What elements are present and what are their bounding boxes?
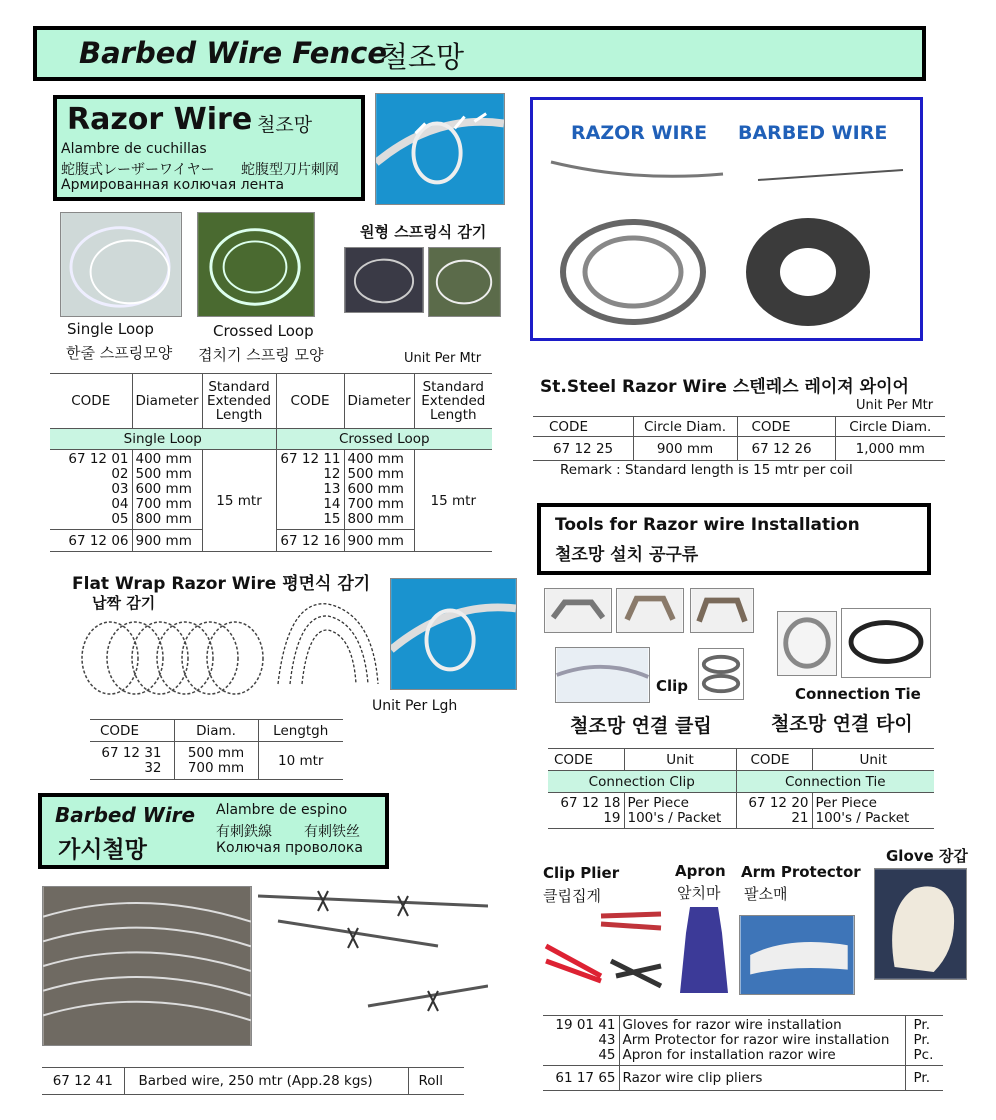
clip-caption-korean: 철조망 연결 클립 — [570, 715, 712, 737]
apron-photo — [676, 903, 732, 995]
apron-caption-korean: 앞치마 — [677, 884, 721, 902]
tie-photo-2 — [841, 608, 931, 678]
clip-wire-photo — [555, 647, 650, 703]
ststeel-remark: Remark : Standard length is 15 mtr per coil — [560, 462, 853, 478]
crossed-loop-caption: Crossed Loop — [213, 322, 314, 340]
ststeel-col-circle: Circle Diam. — [633, 417, 737, 437]
clip-photo-1 — [544, 588, 612, 633]
code-45: 45 — [598, 1047, 616, 1063]
flat-wrap-coil-diagram — [268, 594, 383, 694]
code-04: 04 — [111, 496, 129, 512]
page-title-korean: 철조망 — [380, 40, 465, 74]
barbed-description: Barbed wire, 250 mtr (App.28 kgs) — [124, 1068, 408, 1095]
clip-plier-caption-korean: 클립집게 — [543, 887, 601, 905]
clip-ring-photo — [698, 648, 744, 700]
apron-caption: Apron — [675, 862, 726, 880]
tools-col-code-2: CODE — [736, 749, 812, 771]
crossed-loop-photo — [197, 212, 315, 317]
single-loop-photo — [60, 212, 182, 317]
col-code: CODE — [50, 374, 132, 429]
comparison-panel — [530, 97, 923, 341]
diam-900-b: 900 mm — [344, 530, 414, 552]
ststeel-col-circle-2: Circle Diam. — [835, 417, 945, 437]
crossed-codes — [276, 450, 344, 530]
code-671220: 67 12 20 — [748, 794, 809, 811]
desc-clip-pliers: Razor wire clip pliers — [619, 1066, 905, 1091]
razor-closeup-photo — [375, 93, 505, 205]
barbed-wire-label: BARBED WIRE — [738, 122, 888, 144]
group-connection-clip: Connection Clip — [548, 771, 736, 793]
unit-pc: Pc. — [913, 1047, 934, 1063]
diam-600: 600 mm — [135, 481, 192, 497]
diam-500: 500 mm — [135, 466, 192, 482]
col-length-line3: Length — [215, 407, 263, 423]
flat-codes — [90, 742, 174, 780]
code-671211: 67 12 11 — [280, 451, 341, 467]
diam-900: 900 mm — [132, 530, 202, 552]
tools-col-code: CODE — [548, 749, 624, 771]
diam-800: 800 mm — [135, 511, 192, 527]
col-length — [202, 374, 276, 429]
col-length-2-line3: Length — [429, 407, 477, 423]
diam-500-flat: 500 mm — [187, 744, 245, 761]
unit-pr-2: Pr. — [913, 1032, 931, 1048]
flat-wrap-photo — [390, 578, 517, 690]
tools-table — [548, 748, 934, 829]
flat-length: 10 mtr — [278, 752, 324, 769]
code-05: 05 — [111, 511, 129, 527]
crossed-length: 15 mtr — [414, 450, 492, 552]
barbed-wire-table — [42, 1067, 464, 1095]
code-671241: 67 12 41 — [42, 1068, 124, 1095]
barbed-strand-photo — [258, 876, 488, 1056]
diam-900-ststeel: 900 mm — [633, 437, 737, 461]
flat-diams — [174, 742, 258, 780]
barbed-chinese: 有刺铁丝 — [304, 824, 360, 840]
tools-title: Tools for Razor wire Installation — [555, 515, 860, 535]
tools-col-unit: Unit — [624, 749, 736, 771]
code-13: 13 — [323, 481, 341, 497]
code-15: 15 — [323, 511, 341, 527]
clip-plier-caption: Clip Plier — [543, 864, 620, 882]
tools-title-box — [537, 503, 931, 575]
tie-caption-korean: 철조망 연결 타이 — [771, 713, 913, 735]
razor-wire-table — [50, 373, 492, 552]
diam-800-b: 800 mm — [347, 511, 404, 527]
ststeel-title: St.Steel Razor Wire 스텐레스 레이져 와이어 — [540, 377, 909, 397]
code-03: 03 — [111, 481, 129, 497]
single-loop-caption: Single Loop — [67, 320, 154, 338]
code-14: 14 — [323, 496, 341, 512]
code-671231: 67 12 31 — [101, 744, 162, 761]
crossed-diameters — [344, 450, 414, 530]
diam-700-b: 700 mm — [347, 496, 404, 512]
clip-units — [624, 793, 736, 829]
razor-wire-title-korean: 철조망 — [257, 114, 313, 136]
comparison-illustration — [543, 152, 913, 332]
razor-chinese: 蛇腹型刀片刺网 — [241, 162, 339, 178]
code-671206: 67 12 06 — [50, 530, 132, 552]
arm-protector-caption: Arm Protector — [741, 863, 861, 881]
diam-1000-ststeel: 1,000 mm — [835, 437, 945, 461]
flat-wrap-table — [90, 719, 343, 780]
code-02: 02 — [111, 466, 129, 482]
code-671218: 67 12 18 — [560, 794, 621, 811]
accessory-units — [905, 1016, 943, 1066]
code-671226: 67 12 26 — [737, 437, 835, 461]
single-codes — [50, 450, 132, 530]
razor-wire-title: Razor Wire — [67, 102, 253, 137]
flat-col-code: CODE — [90, 720, 174, 742]
flat-wrap-unit: Unit Per Lgh — [372, 698, 458, 714]
code-671216: 67 12 16 — [276, 530, 344, 552]
diam-400-b: 400 mm — [347, 451, 404, 467]
clip-caption: Clip — [656, 677, 689, 695]
ststeel-unit: Unit Per Mtr — [856, 398, 934, 413]
unit-packet: 100's / Packet — [627, 809, 722, 826]
spring-coil-photo-2 — [428, 247, 501, 317]
barbed-russian: Колючая проволока — [216, 840, 363, 856]
unit-pr-1: Pr. — [913, 1017, 931, 1033]
accessories-table — [543, 1015, 943, 1091]
tie-units — [812, 793, 934, 829]
barbed-wire-title: Barbed Wire — [55, 803, 196, 827]
razor-unit-label: Unit Per Mtr — [404, 351, 482, 366]
single-length: 15 mtr — [202, 450, 276, 552]
barbed-unit: Roll — [418, 1073, 444, 1089]
spring-coil-photo-1 — [344, 247, 424, 313]
barbed-roll-photo — [42, 886, 252, 1046]
unit-packet-b: 100's / Packet — [815, 809, 910, 826]
code-671225: 67 12 25 — [533, 437, 633, 461]
code-19: 19 — [603, 809, 621, 826]
header-banner — [33, 26, 926, 81]
code-12: 12 — [323, 466, 341, 482]
col-length-line2: Extended — [206, 393, 272, 409]
col-diameter: Diameter — [132, 374, 202, 429]
col-code-2: CODE — [276, 374, 344, 429]
tie-photo-1 — [777, 611, 837, 676]
diam-500-b: 500 mm — [347, 466, 404, 482]
unit-pr-3: Pr. — [913, 1070, 931, 1086]
barbed-wire-title-korean: 가시철망 — [58, 837, 147, 863]
code-32: 32 — [144, 759, 162, 776]
code-671201: 67 12 01 — [68, 451, 129, 467]
flat-wrap-title: Flat Wrap Razor Wire 평면식 감기 — [72, 574, 371, 594]
single-loop-caption-korean: 한줄 스프링모양 — [66, 344, 173, 362]
col-length-2 — [414, 374, 492, 429]
clip-codes — [548, 793, 624, 829]
col-length-2-line2: Extended — [421, 393, 486, 409]
group-single-loop: Single Loop — [50, 429, 276, 450]
tools-col-unit-2: Unit — [812, 749, 934, 771]
barbed-wire-title-box — [38, 793, 389, 869]
code-21: 21 — [791, 809, 809, 826]
unit-per-piece-b: Per Piece — [815, 794, 877, 811]
razor-japanese: 蛇腹式レーザーワイヤー — [61, 162, 215, 178]
ststeel-col-code-2: CODE — [737, 417, 835, 437]
group-connection-tie: Connection Tie — [736, 771, 934, 793]
spring-coil-label: 원형 스프링식 감기 — [360, 223, 487, 241]
glove-photo — [874, 868, 967, 980]
diam-400: 400 mm — [135, 451, 192, 467]
diam-700-flat: 700 mm — [187, 759, 245, 776]
desc-gloves: Gloves for razor wire installation — [622, 1017, 842, 1033]
tools-title-korean: 철조망 설치 공구류 — [555, 545, 699, 565]
group-crossed-loop: Crossed Loop — [276, 429, 492, 450]
razor-spanish: Alambre de cuchillas — [61, 141, 207, 157]
arm-protector-photo — [739, 915, 855, 995]
diam-600-b: 600 mm — [347, 481, 404, 497]
barbed-spanish: Alambre de espino — [216, 802, 348, 818]
code-611765: 61 17 65 — [543, 1066, 619, 1091]
ststeel-col-code: CODE — [533, 417, 633, 437]
col-diameter-2: Diameter — [344, 374, 414, 429]
ststeel-table — [533, 416, 945, 461]
code-43: 43 — [598, 1032, 616, 1048]
single-diameters — [132, 450, 202, 530]
desc-apron: Apron for installation razor wire — [622, 1047, 836, 1063]
clip-plier-photo — [541, 906, 669, 994]
tie-caption: Connection Tie — [795, 685, 921, 703]
tie-codes — [736, 793, 812, 829]
diam-700: 700 mm — [135, 496, 192, 512]
razor-russian: Армированная колючая лента — [61, 177, 285, 193]
razor-wire-label: RAZOR WIRE — [571, 122, 708, 144]
flat-col-length: Lengtgh — [258, 720, 343, 742]
code-190141: 19 01 41 — [555, 1017, 616, 1033]
clip-photo-2 — [616, 588, 684, 633]
desc-arm-protector: Arm Protector for razor wire installation — [622, 1032, 890, 1048]
page-title: Barbed Wire Fence — [79, 36, 387, 70]
glove-caption: Glove 장갑 — [886, 847, 968, 865]
flat-wrap-diagram — [80, 618, 270, 698]
flat-col-diam: Diam. — [174, 720, 258, 742]
clip-photo-3 — [690, 588, 754, 633]
accessory-descriptions — [619, 1016, 905, 1066]
accessory-codes — [543, 1016, 619, 1066]
crossed-loop-caption-korean: 겹치기 스프링 모양 — [198, 346, 324, 364]
col-length-2-line1: Standard — [422, 379, 484, 395]
flat-wrap-subtitle: 납짝 감기 — [92, 594, 156, 612]
razor-wire-title-box — [53, 95, 365, 201]
arm-protector-caption-korean: 팔소매 — [744, 885, 788, 903]
barbed-japanese: 有刺鉄線 — [216, 824, 272, 840]
col-length-line1: Standard — [208, 379, 270, 395]
unit-per-piece: Per Piece — [627, 794, 689, 811]
